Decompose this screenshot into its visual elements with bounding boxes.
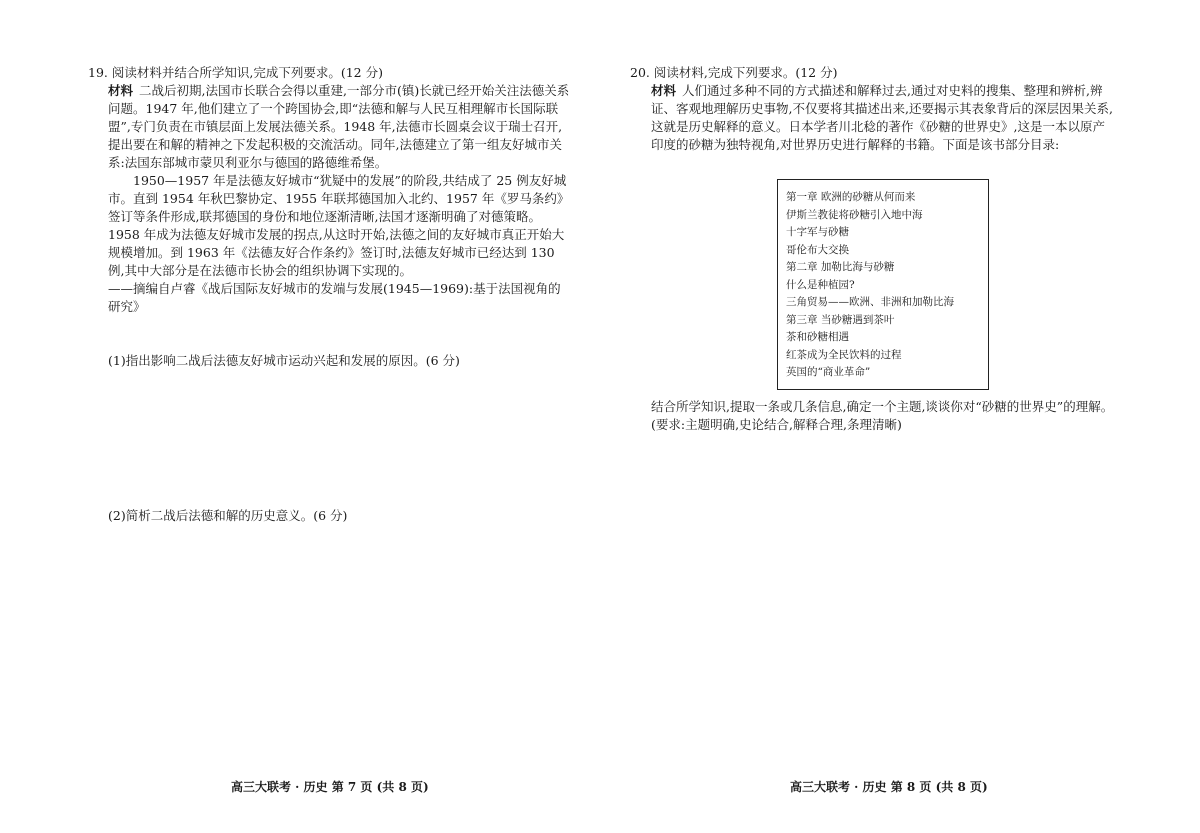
material-source: ——摘编自卢睿《战后国际友好城市的发端与发展(1945—1969):基于法国视角的研究》 [108, 281, 561, 314]
material-paragraph [651, 82, 1114, 154]
question-19-subquestion-1: (1)指出影响二战后法德友好城市运动兴起和发展的原因。(6 分) [108, 353, 460, 368]
material-paragraph-2: 1950—1957 年是法德友好城市“犹疑中的发展”的阶段,共结成了 25 例友好城市。直到 1954 年秋巴黎协定、1955 年联邦德国加入北约、1957 年《罗马条约》签订等条件形成,联邦德国的身份和地位逐渐清晰,法国才逐渐明确了对德策略。1958 年成为法德友好城市发展的拐点,从这时开始,法德之间的友好城市真正开始大规模增加。到 1963 年《法德友好合作条约》签订时,法德友好城市已经达到 130 例,其中大部分是在法德市长协会的组织协调下实现的。 [108, 173, 570, 278]
toc-item: 十字军与砂糖 [786, 226, 849, 238]
material-paragraph-1 [108, 82, 570, 172]
toc-item: 哥伦布大交换 [786, 243, 849, 256]
material-paragraph-text: 人们通过多种不同的方式描述和解释过去,通过对史料的搜集、整理和辨析,辨证、客观地理解历史事物,不仅要将其描述出来,还要揭示其表象背后的深层因果关系,这就是历史解释的意义。日本学者川北稔的著作《砂糖的世界史》,这是一本以原产印度的砂糖为独特视角,对世界历史进行解释的书籍。下面是该书部分目录: [651, 83, 1113, 152]
question-19-subquestion-2: (2)简析二战后法德和解的历史意义。(6 分) [108, 508, 348, 523]
question-20-task: 结合所学知识,提取一条或几条信息,确定一个主题,谈谈你对“砂糖的世界史”的理解。(要求:主题明确,史论结合,解释合理,条理清晰) [651, 399, 1114, 432]
toc-item: 第一章 欧洲的砂糖从何而来 [786, 191, 916, 203]
material-paragraph-1-text: 二战后初期,法国市长联合会得以重建,一部分市(镇)长就已经开始关注法德关系问题。1947 年,他们建立了一个跨国协会,即“法德和解与人民互相理解市长国际联盟”,专门负责在市镇层面上发展法德关系。1948 年,法德市长圆桌会议于瑞士召开,提出要在和解的精神之下发起积极的交流活动。同年,法德建立了第一组友好城市关系:法国东部城市蒙贝利亚尔与德国的路德维希堡。 [108, 83, 570, 170]
question-20-title: 20. 阅读材料,完成下列要求。(12 分) [630, 65, 838, 80]
material-label: 材料 [651, 83, 677, 98]
page-footer-8: 高三大联考 · 历史 第 8 页 (共 8 页) [790, 780, 988, 794]
toc-item: 茶和砂糖相遇 [786, 331, 849, 343]
material-label: 材料 [108, 83, 134, 98]
question-19-title: 19. 阅读材料并结合所学知识,完成下列要求。(12 分) [88, 65, 383, 80]
toc-item: 伊斯兰教徒将砂糖引入地中海 [786, 208, 923, 221]
book-table-of-contents [777, 179, 989, 390]
toc-item: 三角贸易——欧洲、非洲和加勒比海 [786, 296, 954, 308]
toc-item: 英国的“商业革命” [786, 366, 871, 378]
right-page [600, 0, 1200, 833]
toc-item: 红茶成为全民饮料的过程 [786, 348, 902, 361]
question-19-material [108, 82, 570, 316]
page-footer-7: 高三大联考 · 历史 第 7 页 (共 8 页) [231, 780, 429, 794]
toc-item: 第二章 加勒比海与砂糖 [786, 261, 895, 273]
toc-item: 什么是种植园? [786, 278, 855, 291]
question-20-material [651, 82, 1114, 154]
toc-item: 第三章 当砂糖遇到茶叶 [786, 313, 895, 326]
